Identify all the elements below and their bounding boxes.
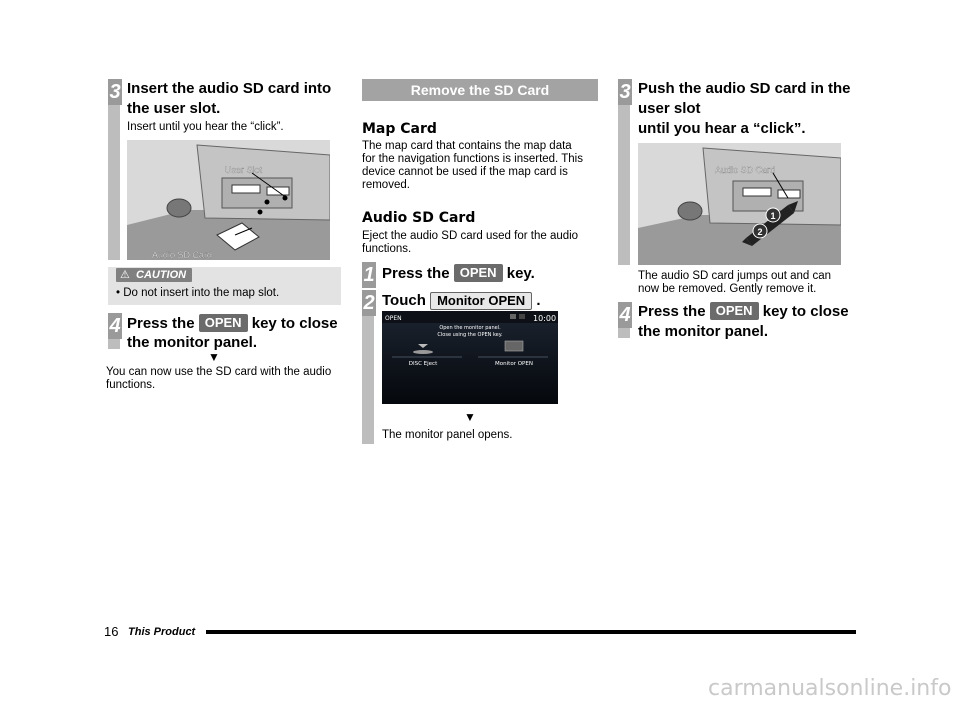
step3-bar bbox=[108, 79, 120, 260]
step4-body-line2: functions. bbox=[106, 379, 156, 391]
section-title: Remove the SD Card bbox=[362, 79, 598, 101]
caution-text: • Do not insert into the map slot. bbox=[116, 287, 280, 299]
down-arrow-icon: ▼ bbox=[464, 410, 476, 424]
phone-icon bbox=[510, 314, 516, 319]
audio-card-heading: Audio SD Card bbox=[362, 210, 476, 226]
map-card-line3: device cannot be used if the map card is bbox=[362, 166, 568, 178]
user-slot-label: User Slot bbox=[225, 165, 263, 175]
monitor-opens-text: The monitor panel opens. bbox=[382, 429, 513, 441]
screen-msg-line1: Open the monitor panel. bbox=[439, 325, 501, 331]
status-icon bbox=[519, 314, 525, 319]
step3-title-line1: Insert the audio SD card into bbox=[127, 80, 332, 97]
mid-step2-number: 2 bbox=[363, 292, 375, 314]
open-key: OPEN bbox=[454, 264, 503, 282]
step4-title-a: Press the bbox=[127, 315, 195, 332]
right-step3-title-line3: until you hear a “click”. bbox=[638, 120, 806, 137]
open-key: OPEN bbox=[710, 302, 759, 320]
right-step4-title-line2: the monitor panel. bbox=[638, 323, 769, 340]
badge-1-text: 1 bbox=[770, 211, 776, 221]
right-step4-title-line1 bbox=[638, 302, 849, 322]
right-step3-title-line1: Push the audio SD card in the bbox=[638, 80, 851, 97]
audio-card-line2: functions. bbox=[362, 243, 412, 255]
down-arrow-icon: ▼ bbox=[208, 350, 220, 364]
monitor-open-key: Monitor OPEN bbox=[430, 292, 532, 310]
audio-card-label: Audio SD Card bbox=[715, 165, 776, 175]
insert-card-illustration bbox=[127, 140, 330, 260]
right-body-line2: now be removed. Gently remove it. bbox=[638, 283, 817, 295]
right-step4-number: 4 bbox=[619, 304, 631, 326]
mid-step1-title-a: Press the bbox=[382, 265, 450, 282]
mid-step1-title-b: key. bbox=[506, 265, 535, 282]
mid-step1-number: 1 bbox=[363, 264, 375, 286]
step4-title-b: key to close bbox=[251, 315, 338, 332]
map-card-line4: removed. bbox=[362, 179, 410, 191]
right-step3-bar bbox=[618, 79, 630, 265]
caution-tag bbox=[116, 268, 192, 282]
step3-number: 3 bbox=[109, 81, 121, 103]
open-key: OPEN bbox=[199, 314, 248, 332]
disc-eject-button[interactable]: DISC Eject bbox=[408, 361, 438, 367]
audio-card-label: Audio SD Card bbox=[152, 250, 213, 260]
screen-time: 10:00 bbox=[533, 314, 557, 323]
right-step4-title-a: Press the bbox=[638, 303, 706, 320]
step3-title-line2: the user slot. bbox=[127, 100, 221, 117]
badge-2-text: 2 bbox=[757, 227, 763, 237]
map-card-heading: Map Card bbox=[362, 121, 437, 137]
audio-card-line1: Eject the audio SD card used for the audio bbox=[362, 230, 579, 242]
page-number: 16 bbox=[104, 624, 119, 639]
push-card-illustration bbox=[638, 143, 841, 265]
footer-label: This Product bbox=[128, 626, 196, 638]
monitor-open-icon bbox=[505, 341, 523, 351]
right-step3-title-line2: user slot bbox=[638, 100, 701, 117]
step4-number: 4 bbox=[109, 315, 121, 337]
map-card-line2: for the navigation functions is inserted. This bbox=[362, 153, 583, 165]
footer-rule bbox=[206, 630, 856, 634]
caution-tag-text: CAUTION bbox=[136, 269, 187, 281]
step4-body-line1: You can now use the SD card with the audio bbox=[106, 366, 332, 378]
monitor-open-button[interactable]: Monitor OPEN bbox=[495, 361, 533, 367]
mid-step2-title-a: Touch bbox=[382, 292, 426, 309]
monitor-screen bbox=[382, 311, 558, 404]
step4-title-line1 bbox=[127, 314, 338, 334]
right-body-line1: The audio SD card jumps out and can bbox=[638, 270, 832, 282]
mid-step1-title bbox=[382, 264, 535, 284]
mid-step2-title bbox=[382, 291, 541, 311]
watermark: carmanualsonline.info bbox=[708, 676, 952, 701]
mid-step2-title-b: . bbox=[536, 292, 541, 309]
screen-tab-label: OPEN bbox=[385, 315, 402, 322]
step4-title-line2: the monitor panel. bbox=[127, 334, 258, 351]
warning-icon: ⚠ bbox=[120, 269, 130, 281]
right-step4-title-b: key to close bbox=[762, 303, 849, 320]
screen-msg-line2: Close using the OPEN key. bbox=[437, 332, 503, 338]
step3-body: Insert until you hear the “click”. bbox=[127, 121, 284, 133]
map-card-line1: The map card that contains the map data bbox=[362, 140, 572, 152]
right-step3-number: 3 bbox=[619, 81, 631, 103]
